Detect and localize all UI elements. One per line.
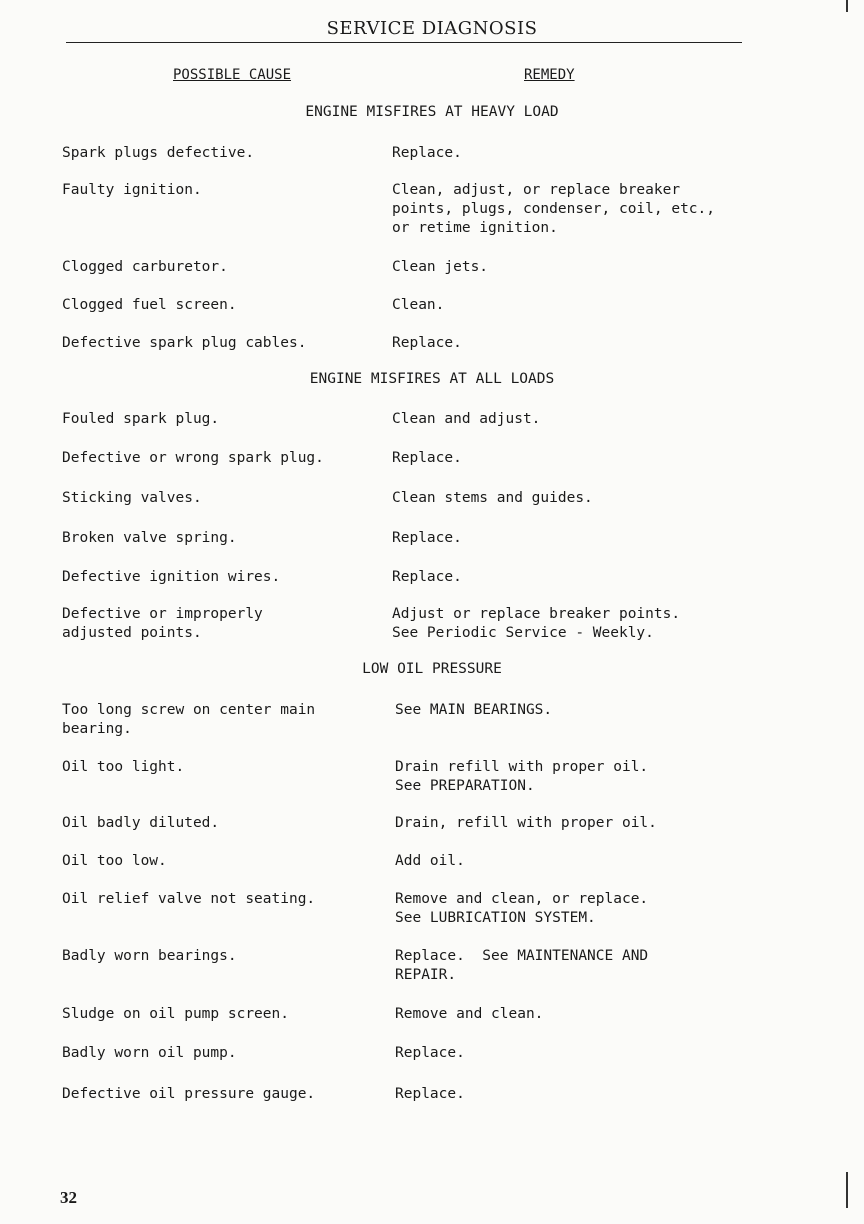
- section-heading: ENGINE MISFIRES AT HEAVY LOAD: [305, 104, 559, 120]
- remedy-text: Clean.: [392, 297, 445, 313]
- remedy-text: Replace.: [395, 1086, 465, 1102]
- remedy-text: Clean jets.: [392, 259, 489, 275]
- cause-text: Fouled spark plug.: [62, 411, 220, 427]
- remedy-text: Replace.: [392, 450, 462, 466]
- cause-text: Spark plugs defective.: [62, 145, 255, 161]
- cause-text: Clogged carburetor.: [62, 259, 228, 275]
- remedy-text: See MAIN BEARINGS.: [395, 702, 553, 718]
- cause-text: Clogged fuel screen.: [62, 297, 237, 313]
- remedy-text: Clean stems and guides.: [392, 490, 593, 506]
- column-header-remedy: REMEDY: [524, 67, 575, 83]
- cause-text: Defective spark plug cables.: [62, 335, 307, 351]
- remedy-text: Replace.: [392, 569, 462, 585]
- cause-text: Badly worn oil pump.: [62, 1045, 237, 1061]
- remedy-text: Drain, refill with proper oil.: [395, 815, 657, 831]
- cause-text: Sludge on oil pump screen.: [62, 1006, 289, 1022]
- page-number: 32: [60, 1188, 77, 1207]
- remedy-text: Drain refill with proper oil. See PREPARATION.: [395, 759, 649, 794]
- section-heading: ENGINE MISFIRES AT ALL LOADS: [309, 371, 555, 387]
- cause-text: Defective or improperly adjusted points.: [62, 606, 263, 641]
- remedy-text: Replace.: [392, 530, 462, 546]
- cause-text: Faulty ignition.: [62, 182, 202, 198]
- remedy-text: Clean and adjust.: [392, 411, 541, 427]
- scan-edge-mark: [846, 0, 848, 12]
- cause-text: Defective oil pressure gauge.: [62, 1086, 316, 1102]
- page-title: SERVICE DIAGNOSIS: [326, 18, 538, 39]
- cause-text: Defective or wrong spark plug.: [62, 450, 324, 466]
- title-rule: [66, 42, 742, 43]
- cause-text: Oil too low.: [62, 853, 167, 869]
- remedy-text: Replace. See MAINTENANCE AND REPAIR.: [395, 948, 649, 983]
- column-header-cause: POSSIBLE CAUSE: [173, 67, 292, 83]
- cause-text: Sticking valves.: [62, 490, 202, 506]
- cause-text: Too long screw on center main bearing.: [62, 702, 316, 737]
- cause-text: Oil relief valve not seating.: [62, 891, 316, 907]
- remedy-text: Adjust or replace breaker points. See Periodic Service - Weekly.: [392, 606, 681, 641]
- remedy-text: Clean, adjust, or replace breaker points, plugs, condenser, coil, etc., or retime ignition.: [392, 182, 716, 236]
- scan-edge-mark: [846, 1172, 848, 1208]
- remedy-text: Remove and clean, or replace. See LUBRICATION SYSTEM.: [395, 891, 649, 926]
- remedy-text: Replace.: [392, 335, 462, 351]
- cause-text: Badly worn bearings.: [62, 948, 237, 964]
- remedy-text: Add oil.: [395, 853, 465, 869]
- cause-text: Oil badly diluted.: [62, 815, 220, 831]
- remedy-text: Replace.: [392, 145, 462, 161]
- cause-text: Defective ignition wires.: [62, 569, 281, 585]
- remedy-text: Remove and clean.: [395, 1006, 544, 1022]
- remedy-text: Replace.: [395, 1045, 465, 1061]
- cause-text: Broken valve spring.: [62, 530, 237, 546]
- section-heading: LOW OIL PRESSURE: [362, 661, 502, 677]
- cause-text: Oil too light.: [62, 759, 185, 775]
